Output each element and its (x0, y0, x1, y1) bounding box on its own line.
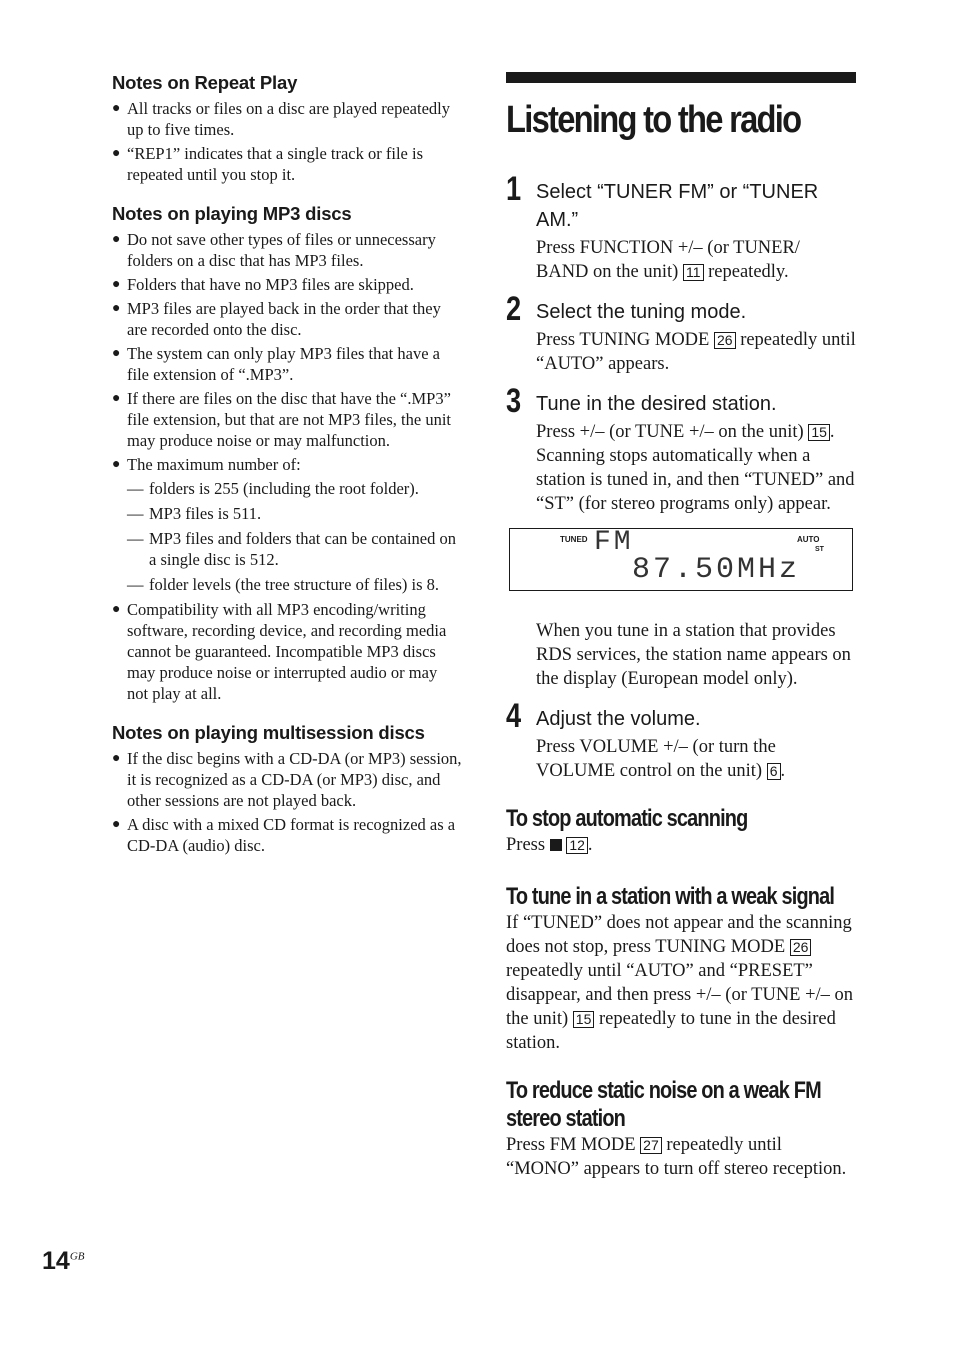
bullet-icon: ● (112, 146, 121, 161)
step-4 (506, 697, 856, 783)
step-body: Press VOLUME +/– (or turn the VOLUME control on the unit) 6 . (536, 737, 786, 781)
mp3-notes (112, 229, 462, 704)
list-item: ● The maximum number of: — folders is 255 (including the root folder). — MP3 files is 511. — MP3 files and folders that can be contained on a single disc is 512. — folder levels (the tree structure of files) is 8. (112, 454, 462, 595)
static-noise-heading-line1: To reduce static noise on a weak FM (506, 1077, 821, 1104)
bullet-icon: ● (112, 457, 121, 472)
step-body: Press +/– (or TUNE +/– on the unit) 15 . Scanning stops automatically when a station is tuned in, and then “TUNED” and “ST” (for stereo programs only) appear. (536, 422, 855, 514)
repeat-heading: Notes on Repeat Play (112, 72, 298, 93)
auto-indicator: AUTO (797, 535, 820, 544)
step-3 (506, 382, 856, 516)
ref-number: 27 (640, 1137, 662, 1154)
multisession-notes (112, 748, 462, 856)
stop-scan-body: Press 12 . (506, 835, 593, 855)
frequency-readout: 87.50MHz (632, 553, 801, 587)
step-title: Select “TUNER FM” or “TUNER AM.” (536, 181, 819, 231)
weak-signal-heading: To tune in a station with a weak signal (506, 883, 835, 910)
radio-display-illustration (509, 528, 853, 591)
sub-list-item: — MP3 files is 511. (127, 504, 262, 523)
bullet-icon: ● (112, 817, 121, 832)
step-2 (506, 290, 856, 376)
sub-list-item: — MP3 files and folders that can be contained on a single disc is 512. (127, 529, 456, 569)
static-noise-body: Press FM MODE 27 repeatedly until “MONO” appears to turn off stereo reception. (506, 1135, 847, 1179)
step-number: 2 (506, 290, 522, 328)
sub-list-item: — folder levels (the tree structure of files) is 8. (127, 575, 440, 594)
ref-number: 26 (790, 939, 812, 956)
ref-number: 12 (566, 837, 588, 854)
bullet-icon: ● (112, 346, 121, 361)
list-item: ● Do not save other types of files or unnecessary folders on a disc that has MP3 files. (112, 230, 436, 270)
bullet-icon: ● (112, 101, 121, 116)
bullet-icon: ● (112, 391, 121, 406)
sub-list-item: — folders is 255 (including the root folder). (127, 479, 419, 498)
band-readout: FM (594, 527, 634, 558)
repeat-notes (112, 98, 462, 185)
step-1 (506, 170, 856, 284)
ref-number: 15 (808, 424, 830, 441)
step-body: Press FUNCTION +/– (or TUNER/ BAND on the unit) 11 repeatedly. (536, 238, 800, 282)
list-item: ● MP3 files are played back in the order that they are recorded onto the disc. (112, 299, 441, 339)
page-number: $14^{GB}$ (42, 1247, 85, 1275)
step-number: 3 (506, 382, 522, 420)
region-suffix: GB (69, 1250, 85, 1263)
rds-note: When you tune in a station that provides RDS services, the station name appears on the display (European model only). (536, 621, 851, 689)
step-title: Tune in the desired station. (536, 393, 777, 415)
stop-icon (550, 839, 562, 851)
left-column (112, 72, 462, 874)
tuned-indicator: TUNED (560, 535, 588, 544)
step-body: Press TUNING MODE 26 repeatedly until “AUTO” appears. (536, 330, 856, 374)
list-item: ● All tracks or files on a disc are played repeatedly up to five times. (112, 99, 450, 139)
list-item: ● Compatibility with all MP3 encoding/writing software, recording device, and recording media cannot be guaranteed. Incompatible MP3 discs may produce noise or interrupted audio or may not play at all. (112, 600, 447, 703)
static-noise-heading-line2: stereo station (506, 1105, 626, 1132)
step-title: Adjust the volume. (536, 708, 701, 730)
bullet-icon: ● (112, 301, 121, 316)
mp3-heading: Notes on playing MP3 discs (112, 203, 352, 224)
step-title: Select the tuning mode. (536, 301, 747, 323)
right-column (506, 72, 856, 1181)
ref-number: 26 (714, 332, 736, 349)
bullet-icon: ● (112, 751, 121, 766)
bullet-icon: ● (112, 602, 121, 617)
bullet-icon: ● (112, 277, 121, 292)
bullet-icon: ● (112, 232, 121, 247)
page-title: Listening to the radio (506, 99, 801, 141)
step-number: 4 (506, 697, 522, 735)
weak-signal-body: If “TUNED” does not appear and the scanning does not stop, press TUNING MODE 26 repeatedly until “AUTO” and “PRESET” disappear, and then press +/– (or TUNE +/– on the unit) 15 repeatedly to tune in the desired station. (506, 913, 854, 1053)
step-number: 1 (506, 170, 522, 208)
title-rule (506, 72, 856, 83)
list-item: ● “REP1” indicates that a single track or file is repeated until you stop it. (112, 144, 423, 184)
ref-number: 15 (573, 1011, 595, 1028)
list-item: ● A disc with a mixed CD format is recognized as a CD-DA (audio) disc. (112, 815, 456, 855)
list-item: ● Folders that have no MP3 files are skipped. (112, 275, 414, 294)
ref-number: 11 (683, 264, 704, 281)
list-item: ● If the disc begins with a CD-DA (or MP3) session, it is recognized as a CD-DA (or MP3) disc, and other sessions are not played back. (112, 749, 462, 810)
ref-number: 6 (767, 763, 781, 780)
list-item: ● If there are files on the disc that have the “.MP3” file extension, but that are not MP3 files, the unit may produce noise or may malfunction. (112, 389, 451, 450)
stop-scan-heading: To stop automatic scanning (506, 805, 748, 832)
multisession-heading: Notes on playing multisession discs (112, 722, 425, 743)
max-number-sublist (127, 478, 462, 595)
stereo-indicator: ST (815, 546, 824, 553)
list-item: ● The system can only play MP3 files that have a file extension of “.MP3”. (112, 344, 440, 384)
